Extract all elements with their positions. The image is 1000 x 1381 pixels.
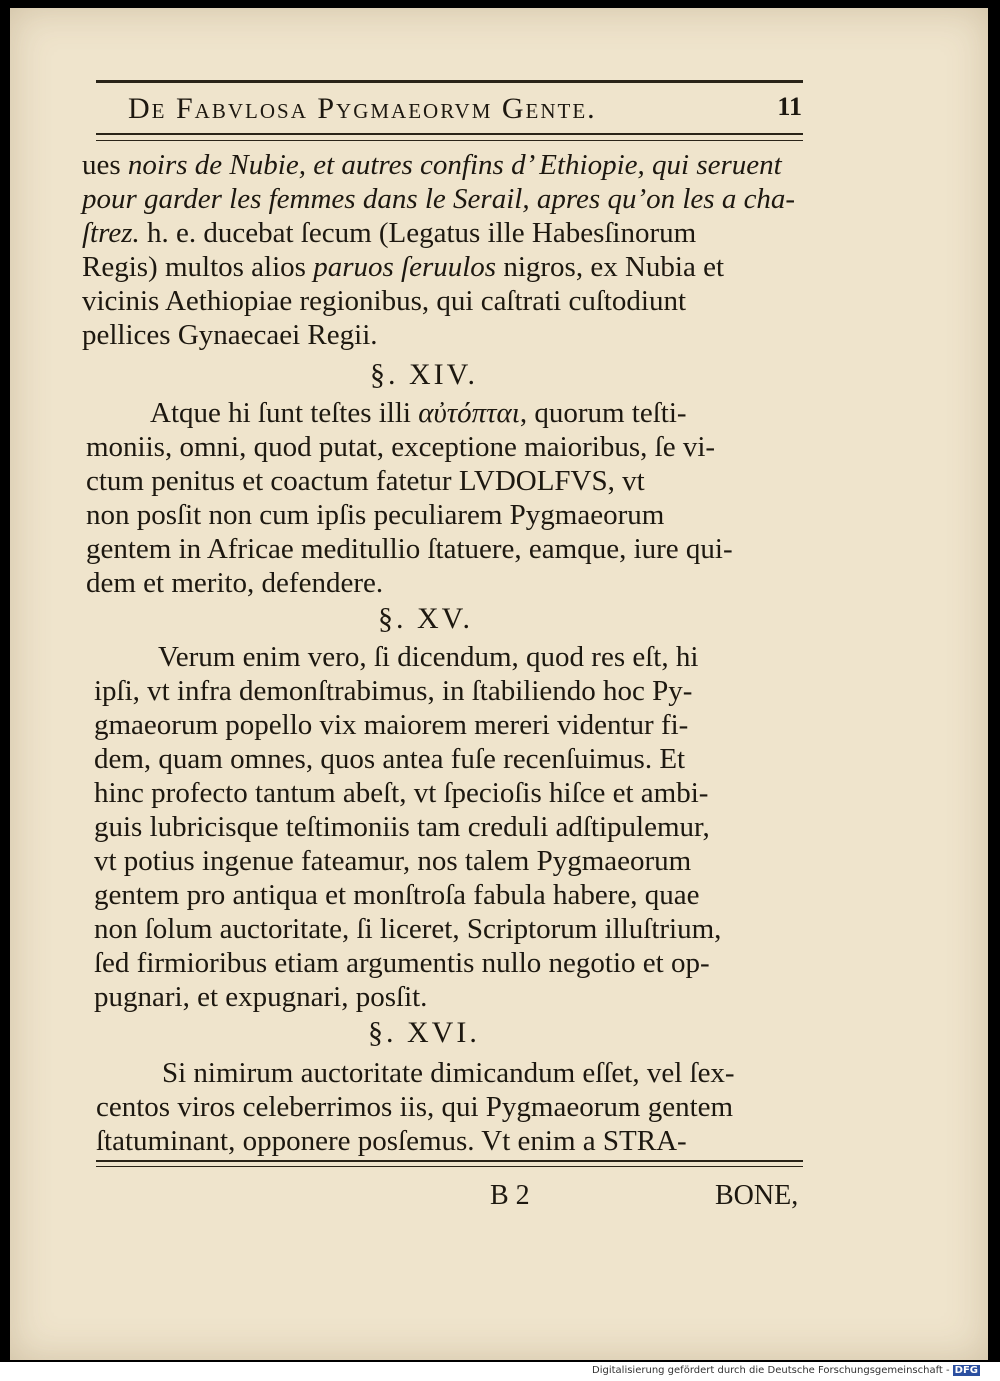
text-line: pour garder les femmes dans le Serail, apres qu’on les a cha- xyxy=(82,183,796,215)
text-line: ſtatuminant, opponere posſemus. Vt enim a STRA- xyxy=(96,1125,687,1157)
text-line: ctum penitus et coactum fatetur LVDOLFVS, vt xyxy=(86,465,645,497)
text-line: pugnari, et expugnari, posſit. xyxy=(94,981,428,1013)
text-line: hinc profecto tantum abeſt, vt ſpecioſis hiſce et ambi- xyxy=(94,777,709,809)
section-heading-xiv: §. XIV. xyxy=(370,358,478,391)
text-line: Verum enim vero, ſi dicendum, quod res eſt, hi xyxy=(158,641,699,673)
text-line: ſed firmioribus etiam argumentis nullo negotio et op- xyxy=(94,947,710,979)
header-rule-lower xyxy=(96,133,803,135)
text-line: ipſi, vt infra demonſtrabimus, in ſtabiliendo hoc Py- xyxy=(94,675,693,707)
section-heading-xv: §. XV. xyxy=(378,602,473,635)
dfg-logo: DFG xyxy=(954,1365,978,1376)
footer-rule xyxy=(96,1160,803,1162)
text-line: non posſit non cum ipſis peculiarem Pygmaeorum xyxy=(86,499,665,531)
text-line: ſtrez. h. e. ducebat ſecum (Legatus ille Habesſinorum xyxy=(82,217,697,249)
text-line: ues noirs de Nubie, et autres confins d’ Ethiopie, qui seruent xyxy=(82,149,782,181)
text-line: Atque hi ſunt teſtes illi αὐτόπται, quorum teſti- xyxy=(150,397,687,429)
header-rule-thin xyxy=(96,140,803,141)
text-line: moniis, omni, quod putat, exceptione maioribus, ſe vi- xyxy=(86,431,716,463)
text-line: non ſolum auctoritate, ſi liceret, Scriptorum illuſtrium, xyxy=(94,913,722,945)
signature-mark: B 2 xyxy=(490,1180,530,1211)
text-line: Si nimirum auctoritate dimicandum eſſet, vel ſex- xyxy=(162,1057,735,1089)
text-line: vicinis Aethiopiae regionibus, qui caſtrati cuſtodiunt xyxy=(82,285,687,317)
text-line: centos viros celeberrimos iis, qui Pygmaeorum gentem xyxy=(96,1091,734,1123)
text-line: gentem in Africae meditullio ſtatuere, eamque, iure qui- xyxy=(86,533,733,565)
catchword: BONE, xyxy=(715,1180,799,1211)
text-line: gmaeorum popello vix maiorem mereri videntur fi- xyxy=(94,709,689,741)
text-line: Regis) multos alios paruos ſeruulos nigros, ex Nubia et xyxy=(82,251,725,283)
text-line: dem, quam omnes, quos antea fuſe recenſuimus. Et xyxy=(94,743,686,775)
section-heading-xvi: §. XVI. xyxy=(368,1016,480,1049)
header-rule xyxy=(96,80,803,83)
credit-text: Digitalisierung gefördert durch die Deutsche Forschungsgemeinschaft - xyxy=(592,1365,950,1376)
text-line: dem et merito, defendere. xyxy=(86,567,384,599)
text-line: pellices Gynaecaei Regii. xyxy=(82,319,378,351)
book-page xyxy=(10,8,988,1360)
page-number: 11 xyxy=(777,92,802,121)
text-line: guis lubricisque teſtimoniis tam creduli adſtipulemur, xyxy=(94,811,710,843)
text-line: vt potius ingenue fateamur, nos talem Pygmaeorum xyxy=(94,845,692,877)
text-line: gentem pro antiqua et monſtroſa fabula habere, quae xyxy=(94,879,700,911)
running-head: De Fabvlosa Pygmaeorvm Gente. xyxy=(128,92,597,125)
digitization-credit xyxy=(592,1365,980,1376)
footer-rule-thin xyxy=(96,1166,803,1167)
